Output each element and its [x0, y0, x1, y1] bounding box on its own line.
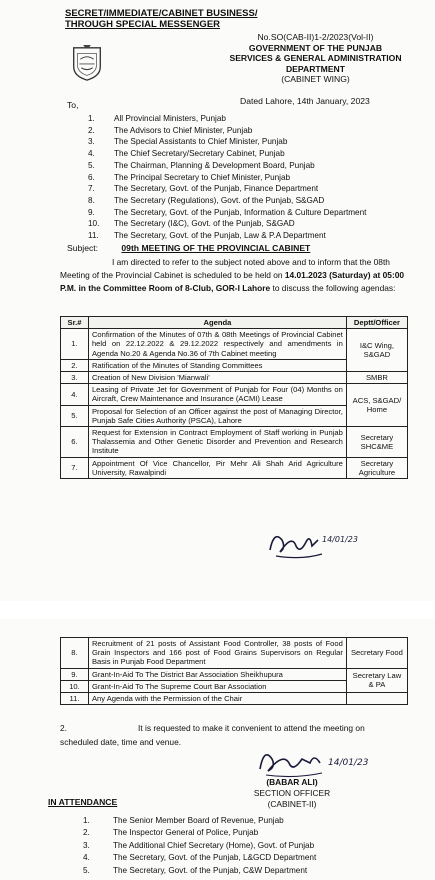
addressee-item-text: The Special Assistants to Chief Minister, Punjab: [114, 137, 288, 147]
agenda-text: Leasing of Private Jet for Government of Punjab for Four (04) Months on Aircraft, Crew Maintenance and Insurance (ACMI) Lease: [88, 384, 346, 405]
addressee-item: [88, 148, 366, 160]
agenda-sr: 1.: [61, 329, 89, 360]
agenda-text: Ratification of the Minutes of Standing Committees: [88, 359, 346, 371]
attendance-item-number: 5.: [83, 865, 90, 875]
classification-header: [65, 8, 257, 30]
agenda-row: [61, 693, 408, 705]
agenda-row: [61, 638, 408, 669]
addressee-item-number: 5.: [88, 160, 95, 170]
agenda-dept: I&C Wing, S&GAD: [346, 329, 407, 372]
subject-line: [67, 243, 310, 253]
agenda-text: Proposal for Selection of an Officer against the post of Managing Director, Punjab Safe Cities Authority (PSCA), Lahore: [88, 405, 346, 426]
addressee-item-text: All Provincial Ministers, Punjab: [114, 114, 226, 123]
agenda-table-page-2: [60, 637, 408, 705]
wing-name: (CABINET WING): [281, 74, 350, 84]
addressee-item-number: 6.: [88, 172, 95, 182]
addressee-item-text: The Secretary (I&C), Govt. of the Punjab, S&GAD: [114, 219, 295, 229]
agenda-row: [61, 372, 408, 384]
agenda-sr: 3.: [61, 372, 89, 384]
addressee-item-text: The Secretary, Govt. of the Punjab, Information & Culture Department: [114, 207, 367, 217]
org-line-2: SERVICES & GENERAL ADMINISTRATION: [229, 53, 402, 63]
closing-text: It is requested to make it convenient to attend the meeting on scheduled date, time and venue.: [60, 723, 365, 747]
signer-title: SECTION OFFICER (CABINET-II): [253, 788, 331, 809]
agenda-text: Request for Extension in Contract Employment of Staff working in Punjab Thalassemia and Other Genetic Disorder and Prevention and Research Institute: [88, 427, 346, 458]
addressee-item-text: The Chairman, Planning & Development Board, Punjab: [114, 160, 315, 170]
signer-name: (BABAR ALI): [266, 777, 318, 787]
agenda-header-row: [61, 317, 408, 329]
attendance-item-text: The Secretary, Govt. of the Punjab, C&W Department: [113, 865, 308, 875]
page-gap: [0, 601, 435, 619]
addressee-item-text: The Advisors to Chief Minister, Punjab: [114, 125, 253, 135]
agenda-sr: 4.: [61, 384, 89, 405]
agenda-sr: 5.: [61, 405, 89, 426]
agenda-row: [61, 457, 408, 478]
header-agenda: Agenda: [88, 317, 346, 329]
attendance-item-number: 3.: [83, 840, 90, 850]
agenda-row: [61, 329, 408, 360]
in-attendance-list: [83, 815, 316, 877]
addressee-item-number: 8.: [88, 195, 95, 205]
attendance-item: [83, 827, 316, 839]
intro-text-b: to discuss the following agendas:: [270, 282, 396, 293]
agenda-row: [61, 384, 408, 405]
agenda-row: [61, 668, 408, 680]
agenda-dept: ACS, S&GAD/ Home: [346, 384, 407, 427]
agenda-text: Recruitment of 21 posts of Assistant Food Controller, 38 posts of Food Grain Inspectors and 166 post of Food Grains Supervisors on Regular Basis in Punjab Food Department: [88, 638, 346, 669]
addressee-item-number: 10.: [88, 219, 100, 229]
subject-label: Subject:: [67, 243, 99, 253]
date-line: Dated Lahore, 14th January, 2023: [240, 96, 370, 106]
officer-signature-icon: [250, 741, 390, 781]
agenda-sr: 11.: [61, 693, 89, 705]
to-label: To,: [67, 100, 79, 110]
addressee-item-number: 3.: [88, 137, 95, 147]
addressee-item-text: The Principal Secretary to Chief Minister, Punjab: [114, 172, 291, 182]
agenda-text: Appointment Of Vice Chancellor, Pir Mehr Ali Shah Arid Agriculture University, Rawalpindi: [88, 457, 346, 478]
addressee-item-number: 2.: [88, 125, 95, 135]
agenda-dept: [346, 693, 407, 705]
initials-signature-icon: [262, 520, 362, 565]
signature-date: 14/01/23: [328, 758, 369, 768]
agenda-dept: SMBR: [346, 372, 407, 384]
agenda-dept: Secretary SHC&ME: [346, 427, 407, 458]
addressee-item: [88, 160, 366, 172]
agenda-table-page-1: [60, 316, 408, 479]
attendance-item: [83, 852, 316, 864]
agenda-text: Creation of New Division 'Mianwali': [88, 372, 346, 384]
subject-value: 09th MEETING OF THE PROVINCIAL CABINET: [121, 243, 311, 253]
attendance-item-text: The Additional Chief Secretary (Home), Govt. of Punjab: [113, 840, 315, 850]
letterhead: [218, 32, 413, 85]
agenda-row: [61, 427, 408, 458]
addressee-item: [88, 230, 366, 242]
addressee-item: [88, 172, 366, 184]
government-emblem-icon: [68, 44, 106, 82]
meeting-datetime-venue: 14.01.2023 (Saturday) at 05:00 P.M. in the Committee Room of 8-Club, GOR-I Lahore: [60, 269, 405, 293]
addressee-item: [88, 183, 366, 195]
letter-page-2: [0, 619, 435, 880]
addressee-item-number: 11.: [88, 231, 99, 241]
agenda-text: Grant-In-Aid To The Supreme Court Bar Association: [88, 680, 346, 692]
addressee-item-text: The Chief Secretary/Secretary Cabinet, Punjab: [114, 149, 285, 159]
signer-block: [232, 777, 352, 810]
attendance-item-text: The Secretary, Govt. of the Punjab, L&GCD Department: [113, 853, 317, 863]
attendance-item: [83, 815, 316, 827]
agenda-text: Confirmation of the Minutes of 07th & 08th Meetings of Provincial Cabinet held on 22.12.2022 & 29.12.2022 respectively and amendments in Agenda No.20 & Agenda No.36 of 7th Cabinet meeting: [88, 329, 346, 360]
agenda-dept: Secretary Agriculture: [346, 457, 407, 478]
agenda-sr: 10.: [61, 680, 89, 692]
classification-line-1: SECRET/IMMEDIATE/CABINET BUSINESS/: [65, 8, 258, 19]
attendance-item-text: The Senior Member Board of Revenue, Punjab: [113, 816, 284, 825]
addressee-item: [88, 136, 366, 148]
addressee-item-text: The Secretary, Govt. of the Punjab, Law & P.A Department: [114, 231, 326, 241]
in-attendance-title: IN ATTENDANCE: [48, 797, 118, 807]
addressee-item: [88, 195, 366, 207]
agenda-text: Grant-In-Aid To The District Bar Association Sheikhupura: [88, 668, 346, 680]
attendance-item-number: 4.: [83, 853, 90, 863]
org-line-3: DEPARTMENT: [285, 63, 346, 74]
addressee-item: [88, 113, 366, 125]
intro-paragraph: [60, 256, 405, 294]
addressee-item: [88, 125, 366, 137]
reference-number: No.SO(CAB-II)1-2/2023(Vol-II): [257, 32, 374, 42]
addressee-item: [88, 207, 366, 219]
agenda-dept: Secretary Law & PA: [346, 668, 407, 692]
intro-text-a: I am directed to refer to the subject noted above and to inform that the 08th Meeting of the Provincial Cabinet is scheduled to be held on: [60, 257, 390, 280]
agenda-text: Any Agenda with the Permission of the Chair: [88, 693, 346, 705]
initials-date: 14/01/23: [322, 535, 358, 544]
addressee-item-number: 4.: [88, 149, 95, 159]
addressee-item-number: 7.: [88, 184, 95, 194]
attendance-item: [83, 865, 316, 877]
agenda-sr: 9.: [61, 668, 89, 680]
header-sr: Sr.#: [61, 317, 89, 329]
addressee-list: [88, 113, 366, 242]
attendance-item-text: The Inspector General of Police, Punjab: [113, 828, 259, 838]
agenda-sr: 2.: [61, 359, 89, 371]
org-line-1: GOVERNMENT OF THE PUNJAB: [248, 42, 383, 53]
addressee-item-text: The Secretary (Regulations), Govt. of the Punjab, S&GAD: [114, 195, 325, 205]
agenda-sr: 8.: [61, 638, 89, 669]
attendance-item-number: 2.: [83, 828, 90, 838]
addressee-item: [88, 218, 366, 230]
addressee-item-text: The Secretary, Govt. of the Punjab, Finance Department: [114, 184, 319, 194]
classification-line-2: THROUGH SPECIAL MESSENGER: [65, 19, 221, 30]
closing-number: 2.: [60, 723, 67, 733]
addressee-item-number: 9.: [88, 207, 95, 217]
addressee-item-number: 1.: [88, 114, 95, 123]
attendance-item: [83, 840, 316, 852]
agenda-sr: 6.: [61, 427, 89, 458]
agenda-sr: 7.: [61, 457, 89, 478]
header-dept: Deptt/Officer: [346, 317, 407, 329]
attendance-item-number: 1.: [83, 816, 90, 825]
agenda-dept: Secretary Food: [346, 638, 407, 669]
